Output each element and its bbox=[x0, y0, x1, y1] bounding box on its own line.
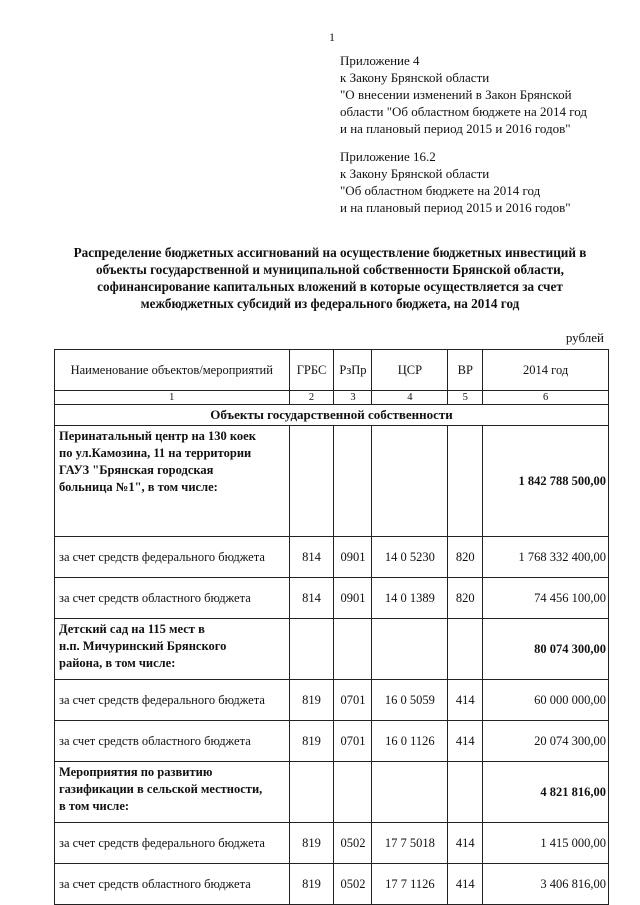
grbs-cell bbox=[289, 426, 334, 537]
rzpr-cell: 0901 bbox=[334, 578, 372, 619]
header-vr: ВР bbox=[448, 350, 483, 391]
vr-cell: 414 bbox=[448, 721, 483, 762]
table-row bbox=[55, 578, 609, 619]
vr-cell bbox=[448, 426, 483, 537]
csr-cell bbox=[372, 619, 448, 680]
title-line: межбюджетных субсидий из федерального бюджета, на 2014 год bbox=[140, 296, 520, 311]
table-row bbox=[55, 823, 609, 864]
column-number: 1 bbox=[55, 391, 290, 405]
object-name-line: газификации в сельской местности, bbox=[59, 782, 263, 796]
csr-cell: 17 7 5018 bbox=[372, 823, 448, 864]
object-name-line: н.п. Мичуринский Брянского bbox=[59, 639, 227, 653]
grbs-cell: 814 bbox=[289, 537, 334, 578]
object-name-line: Перинатальный центр на 130 коек bbox=[59, 429, 256, 443]
table-row bbox=[55, 680, 609, 721]
item-name: за счет средств федерального бюджета bbox=[55, 823, 290, 864]
rzpr-cell bbox=[334, 426, 372, 537]
item-name: за счет средств областного бюджета bbox=[55, 864, 290, 905]
rzpr-cell: 0701 bbox=[334, 721, 372, 762]
item-name: за счет средств федерального бюджета bbox=[55, 537, 290, 578]
appendix-line: "Об областном бюджете на 2014 год bbox=[340, 183, 541, 198]
appendix-line: области "Об областном бюджете на 2014 год bbox=[340, 104, 587, 119]
rzpr-cell: 0502 bbox=[334, 823, 372, 864]
appendix-line: Приложение 16.2 bbox=[340, 149, 436, 164]
appendix-line: к Закону Брянской области bbox=[340, 166, 490, 181]
object-name-line: ГАУЗ "Брянская городская bbox=[59, 463, 214, 477]
title-line: Распределение бюджетных ассигнований на осуществление бюджетных инвестиций в bbox=[73, 245, 587, 260]
csr-cell: 16 0 1126 bbox=[372, 721, 448, 762]
item-name: за счет средств федерального бюджета bbox=[55, 680, 290, 721]
grbs-cell: 819 bbox=[289, 823, 334, 864]
csr-cell bbox=[372, 762, 448, 823]
table-row bbox=[55, 762, 609, 823]
object-name-line: района, в том числе: bbox=[59, 656, 176, 670]
column-number: 2 bbox=[289, 391, 334, 405]
rzpr-cell bbox=[334, 619, 372, 680]
grbs-cell: 819 bbox=[289, 721, 334, 762]
amount-cell: 60 000 000,00 bbox=[483, 680, 609, 721]
appendix-line: Приложение 4 bbox=[340, 53, 420, 68]
column-number-row bbox=[55, 391, 609, 405]
vr-cell: 820 bbox=[448, 578, 483, 619]
csr-cell: 17 7 1126 bbox=[372, 864, 448, 905]
rzpr-cell: 0502 bbox=[334, 864, 372, 905]
amount-cell: 1 768 332 400,00 bbox=[483, 537, 609, 578]
object-name bbox=[55, 619, 290, 680]
object-name-line: больница №1", в том числе: bbox=[59, 480, 218, 494]
amount-cell: 80 074 300,00 bbox=[483, 619, 609, 680]
currency-label: рублей bbox=[565, 330, 604, 345]
rzpr-cell bbox=[334, 762, 372, 823]
csr-cell: 14 0 5230 bbox=[372, 537, 448, 578]
appendix-line: к Закону Брянской области bbox=[340, 70, 490, 85]
vr-cell: 414 bbox=[448, 864, 483, 905]
vr-cell bbox=[448, 762, 483, 823]
title-line: софинансирование капитальных вложений в которые осуществляется за счет bbox=[97, 279, 563, 294]
page-number: 1 bbox=[329, 30, 335, 44]
amount-cell: 1 415 000,00 bbox=[483, 823, 609, 864]
table-header-row bbox=[55, 350, 609, 391]
csr-cell bbox=[372, 426, 448, 537]
grbs-cell bbox=[289, 619, 334, 680]
csr-cell: 16 0 5059 bbox=[372, 680, 448, 721]
object-name-line: Детский сад на 115 мест в bbox=[59, 622, 205, 636]
table-row bbox=[55, 537, 609, 578]
item-name: за счет средств областного бюджета bbox=[55, 578, 290, 619]
item-name: за счет средств областного бюджета bbox=[55, 721, 290, 762]
grbs-cell: 814 bbox=[289, 578, 334, 619]
object-name bbox=[55, 762, 290, 823]
header-year: 2014 год bbox=[483, 350, 609, 391]
document-title bbox=[40, 244, 620, 312]
column-number: 5 bbox=[448, 391, 483, 405]
header-csr: ЦСР bbox=[372, 350, 448, 391]
table-row bbox=[55, 426, 609, 537]
column-number: 6 bbox=[483, 391, 609, 405]
csr-cell: 14 0 1389 bbox=[372, 578, 448, 619]
header-grbs: ГРБС bbox=[289, 350, 334, 391]
grbs-cell: 819 bbox=[289, 864, 334, 905]
appendix-4-note bbox=[340, 52, 587, 137]
grbs-cell: 819 bbox=[289, 680, 334, 721]
amount-cell: 3 406 816,00 bbox=[483, 864, 609, 905]
column-number: 4 bbox=[372, 391, 448, 405]
appendix-line: и на плановый период 2015 и 2016 годов" bbox=[340, 121, 571, 136]
object-name-line: по ул.Камозина, 11 на территории bbox=[59, 446, 252, 460]
appendix-line: и на плановый период 2015 и 2016 годов" bbox=[340, 200, 571, 215]
table-row bbox=[55, 721, 609, 762]
section-row bbox=[55, 405, 609, 426]
appendix-16-2-note bbox=[340, 148, 571, 216]
header-name: Наименование объектов/мероприятий bbox=[55, 350, 290, 391]
object-name-line: в том числе: bbox=[59, 799, 130, 813]
object-name-line: Мероприятия по развитию bbox=[59, 765, 213, 779]
vr-cell: 414 bbox=[448, 680, 483, 721]
vr-cell: 820 bbox=[448, 537, 483, 578]
amount-cell: 4 821 816,00 bbox=[483, 762, 609, 823]
title-line: объекты государственной и муниципальной собственности Брянской области, bbox=[96, 262, 564, 277]
table-row bbox=[55, 619, 609, 680]
grbs-cell bbox=[289, 762, 334, 823]
vr-cell bbox=[448, 619, 483, 680]
amount-cell: 20 074 300,00 bbox=[483, 721, 609, 762]
section-title: Объекты государственной собственности bbox=[55, 405, 609, 426]
table-row bbox=[55, 864, 609, 905]
amount-cell: 74 456 100,00 bbox=[483, 578, 609, 619]
column-number: 3 bbox=[334, 391, 372, 405]
header-rzpr: РзПр bbox=[334, 350, 372, 391]
rzpr-cell: 0901 bbox=[334, 537, 372, 578]
rzpr-cell: 0701 bbox=[334, 680, 372, 721]
budget-table bbox=[54, 349, 609, 905]
object-name bbox=[55, 426, 290, 537]
vr-cell: 414 bbox=[448, 823, 483, 864]
amount-cell: 1 842 788 500,00 bbox=[483, 426, 609, 537]
appendix-line: "О внесении изменений в Закон Брянской bbox=[340, 87, 572, 102]
